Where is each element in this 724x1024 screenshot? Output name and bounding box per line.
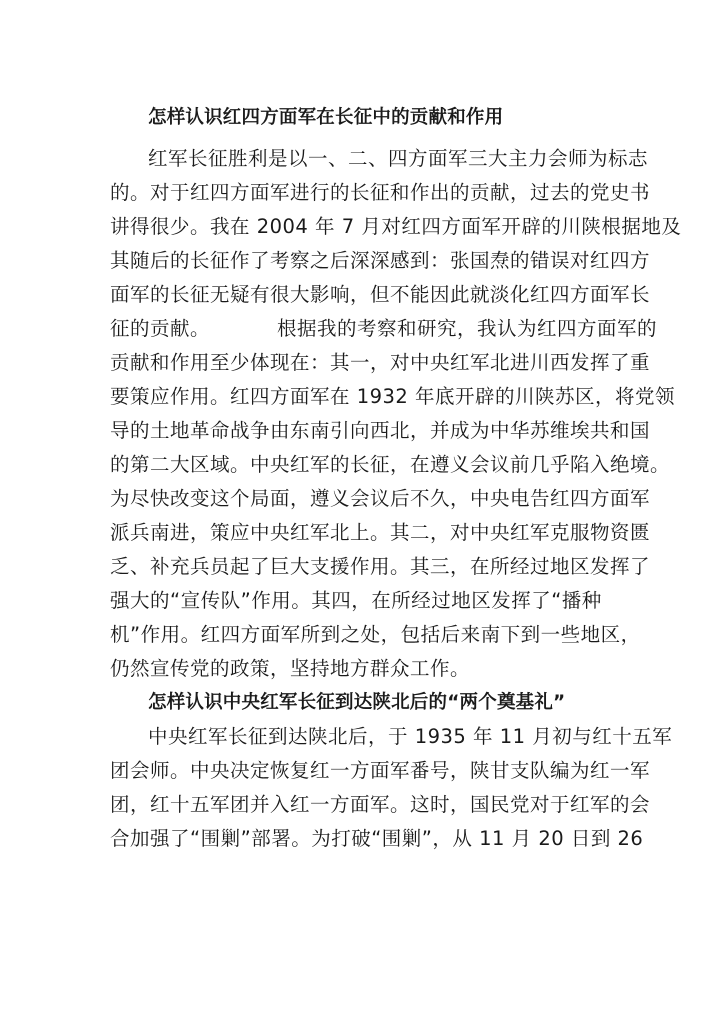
section-heading-two-foundations: 怎样认识中央红军长征到达陕北后的“两个奠基礼” bbox=[148, 692, 566, 713]
paragraph-line: 的。对于红四方面军进行的长征和作出的贡献，过去的党史书 bbox=[110, 181, 651, 204]
paragraph-line: 团会师。中央决定恢复红一方面军番号，陕甘支队编为红一军 bbox=[110, 759, 651, 782]
paragraph-line: 的第二大区域。中央红军的长征，在遵义会议前几乎陷入绝境。 bbox=[110, 453, 671, 476]
paragraph-line: 其随后的长征作了考察之后深深感到：张国焘的错误对红四方 bbox=[110, 249, 651, 272]
paragraph-line: 讲得很少。我在 2004 年 7 月对红四方面军开辟的川陕根据地及 bbox=[110, 215, 682, 238]
paragraph-line: 仍然宣传党的政策，坚持地方群众工作。 bbox=[110, 657, 471, 680]
paragraph-line: 征的贡献。 根据我的考察和研究，我认为红四方面军的 bbox=[110, 317, 657, 340]
paragraph-line: 贡献和作用至少体现在：其一，对中央红军北进川西发挥了重 bbox=[110, 351, 651, 374]
paragraph-line: 团，红十五军团并入红一方面军。这时，国民党对于红军的会 bbox=[110, 793, 651, 816]
paragraph-line: 要策应作用。红四方面军在 1932 年底开辟的川陕苏区，将党领 bbox=[110, 385, 676, 408]
paragraph-line: 机”作用。红四方面军所到之处，包括后来南下到一些地区， bbox=[110, 623, 641, 646]
paragraph-line: 合加强了“围剿”部署。为打破“围剿”，从 11 月 20 日到 26 bbox=[110, 827, 644, 850]
paragraph-line: 导的土地革命战争由东南引向西北，并成为中华苏维埃共和国 bbox=[110, 419, 651, 442]
paragraph-line: 为尽快改变这个局面，遵义会议后不久，中央电告红四方面军 bbox=[110, 487, 651, 510]
section-heading-fourth-army: 怎样认识红四方面军在长征中的贡献和作用 bbox=[148, 107, 504, 128]
paragraph-line: 派兵南进，策应中央红军北上。其二，对中央红军克服物资匮 bbox=[110, 521, 651, 544]
paragraph-line: 面军的长征无疑有很大影响，但不能因此就淡化红四方面军长 bbox=[110, 283, 651, 306]
paragraph-line: 强大的“宣传队”作用。其四，在所经过地区发挥了“播种 bbox=[110, 589, 602, 612]
paragraph-line: 乏、补充兵员起了巨大支援作用。其三，在所经过地区发挥了 bbox=[110, 555, 651, 578]
paragraph-line: 中央红军长征到达陕北后，于 1935 年 11 月初与红十五军 bbox=[148, 725, 673, 748]
paragraph-line: 红军长征胜利是以一、二、四方面军三大主力会师为标志 bbox=[148, 147, 649, 170]
